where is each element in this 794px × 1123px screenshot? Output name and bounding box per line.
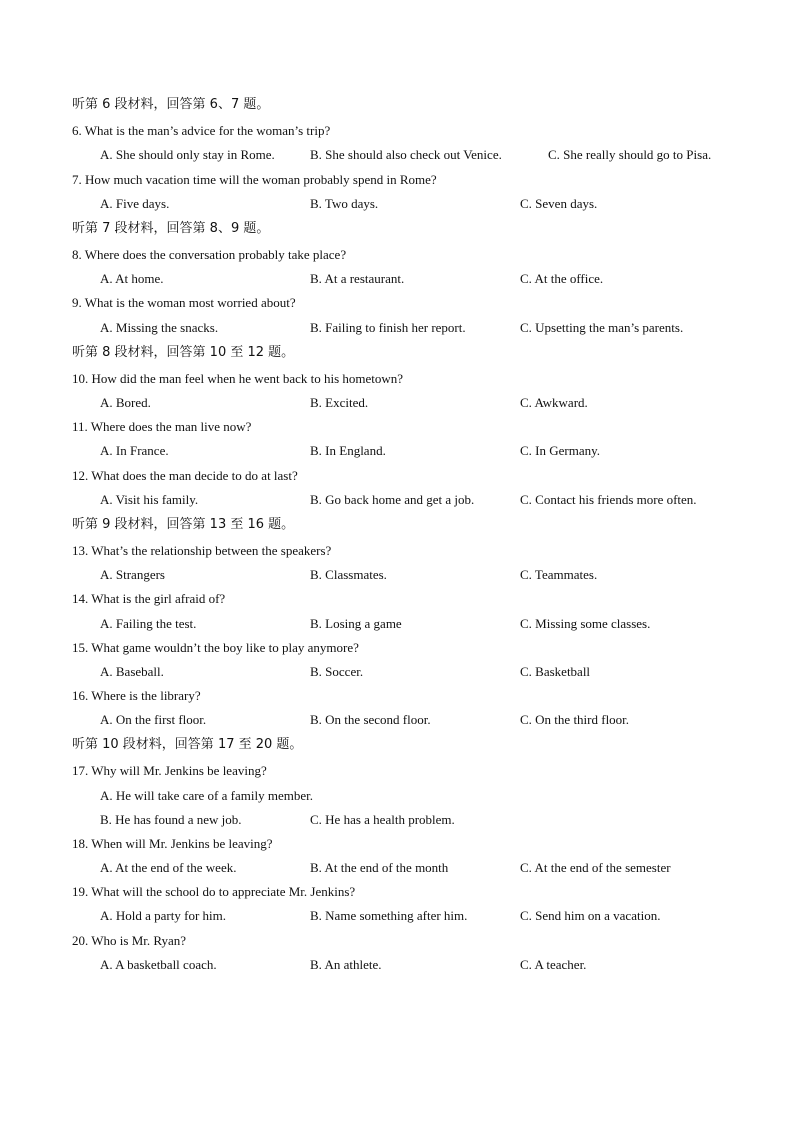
- question-8: 8. Where does the conversation probably take place?: [72, 247, 347, 262]
- q6-option-a: A. She should only stay in Rome.: [100, 147, 275, 162]
- q15-option-b: B. Soccer.: [310, 664, 364, 679]
- q7-option-c: C. Seven days.: [520, 196, 598, 211]
- q6-option-b: B. She should also check out Venice.: [310, 147, 502, 162]
- section-heading: 听第 6 段材料，回答第 6、7 题。: [72, 97, 270, 112]
- q10-option-c: C. Awkward.: [520, 395, 588, 410]
- question-16: 16. Where is the library?: [72, 688, 201, 703]
- q8-option-c: C. At the office.: [520, 271, 604, 286]
- section-heading: 听第 7 段材料，回答第 8、9 题。: [72, 221, 270, 236]
- q7-option-b: B. Two days.: [310, 196, 379, 211]
- q6-option-c: C. She really should go to Pisa.: [548, 147, 712, 162]
- question-13: 13. What’s the relationship between the speakers?: [72, 543, 332, 558]
- q19-option-b: B. Name something after him.: [310, 908, 468, 923]
- q11-option-c: C. In Germany.: [520, 443, 601, 458]
- q17-option-b: B. He has found a new job.: [100, 812, 242, 827]
- q16-option-b: B. On the second floor.: [310, 712, 431, 727]
- question-15: 15. What game wouldn’t the boy like to play anymore?: [72, 640, 359, 655]
- q20-option-c: C. A teacher.: [520, 957, 587, 972]
- q19-option-c: C. Send him on a vacation.: [520, 908, 661, 923]
- q13-option-c: C. Teammates.: [520, 567, 598, 582]
- q13-option-a: A. Strangers: [100, 567, 165, 582]
- q18-option-c: C. At the end of the semester: [520, 860, 671, 875]
- q10-option-a: A. Bored.: [100, 395, 151, 410]
- question-10: 10. How did the man feel when he went back to his hometown?: [72, 371, 404, 386]
- q19-option-a: A. Hold a party for him.: [100, 908, 227, 923]
- question-14: 14. What is the girl afraid of?: [72, 591, 226, 606]
- q17-option-c: C. He has a health problem.: [310, 812, 455, 827]
- q18-option-a: A. At the end of the week.: [100, 860, 237, 875]
- question-12: 12. What does the man decide to do at last?: [72, 468, 298, 483]
- question-6: 6. What is the man’s advice for the woman’s trip?: [72, 123, 331, 138]
- q15-option-c: C. Basketball: [520, 664, 591, 679]
- q16-option-c: C. On the third floor.: [520, 712, 630, 727]
- question-20: 20. Who is Mr. Ryan?: [72, 933, 187, 948]
- q15-option-a: A. Baseball.: [100, 664, 164, 679]
- question-7: 7. How much vacation time will the woman probably spend in Rome?: [72, 172, 437, 187]
- q14-option-b: B. Losing a game: [310, 616, 402, 631]
- q10-option-b: B. Excited.: [310, 395, 369, 410]
- question-19: 19. What will the school do to appreciate Mr. Jenkins?: [72, 884, 356, 899]
- q11-option-a: A. In France.: [100, 443, 169, 458]
- section-heading: 听第 8 段材料，回答第 10 至 12 题。: [72, 345, 295, 360]
- q13-option-b: B. Classmates.: [310, 567, 387, 582]
- q8-option-b: B. At a restaurant.: [310, 271, 405, 286]
- q17-option-a: A. He will take care of a family member.: [100, 788, 313, 803]
- section-heading: 听第 10 段材料，回答第 17 至 20 题。: [72, 737, 303, 752]
- q9-option-a: A. Missing the snacks.: [100, 320, 219, 335]
- q9-option-b: B. Failing to finish her report.: [310, 320, 466, 335]
- q12-option-b: B. Go back home and get a job.: [310, 492, 475, 507]
- q20-option-a: A. A basketball coach.: [100, 957, 217, 972]
- q18-option-b: B. At the end of the month: [310, 860, 449, 875]
- question-11: 11. Where does the man live now?: [72, 419, 252, 434]
- section-heading: 听第 9 段材料，回答第 13 至 16 题。: [72, 517, 295, 532]
- question-18: 18. When will Mr. Jenkins be leaving?: [72, 836, 273, 851]
- q14-option-c: C. Missing some classes.: [520, 616, 651, 631]
- q12-option-c: C. Contact his friends more often.: [520, 492, 697, 507]
- q8-option-a: A. At home.: [100, 271, 164, 286]
- q7-option-a: A. Five days.: [100, 196, 170, 211]
- q20-option-b: B. An athlete.: [310, 957, 382, 972]
- q11-option-b: B. In England.: [310, 443, 386, 458]
- q16-option-a: A. On the first floor.: [100, 712, 207, 727]
- q14-option-a: A. Failing the test.: [100, 616, 197, 631]
- question-9: 9. What is the woman most worried about?: [72, 295, 296, 310]
- question-17: 17. Why will Mr. Jenkins be leaving?: [72, 763, 267, 778]
- q12-option-a: A. Visit his family.: [100, 492, 199, 507]
- q9-option-c: C. Upsetting the man’s parents.: [520, 320, 684, 335]
